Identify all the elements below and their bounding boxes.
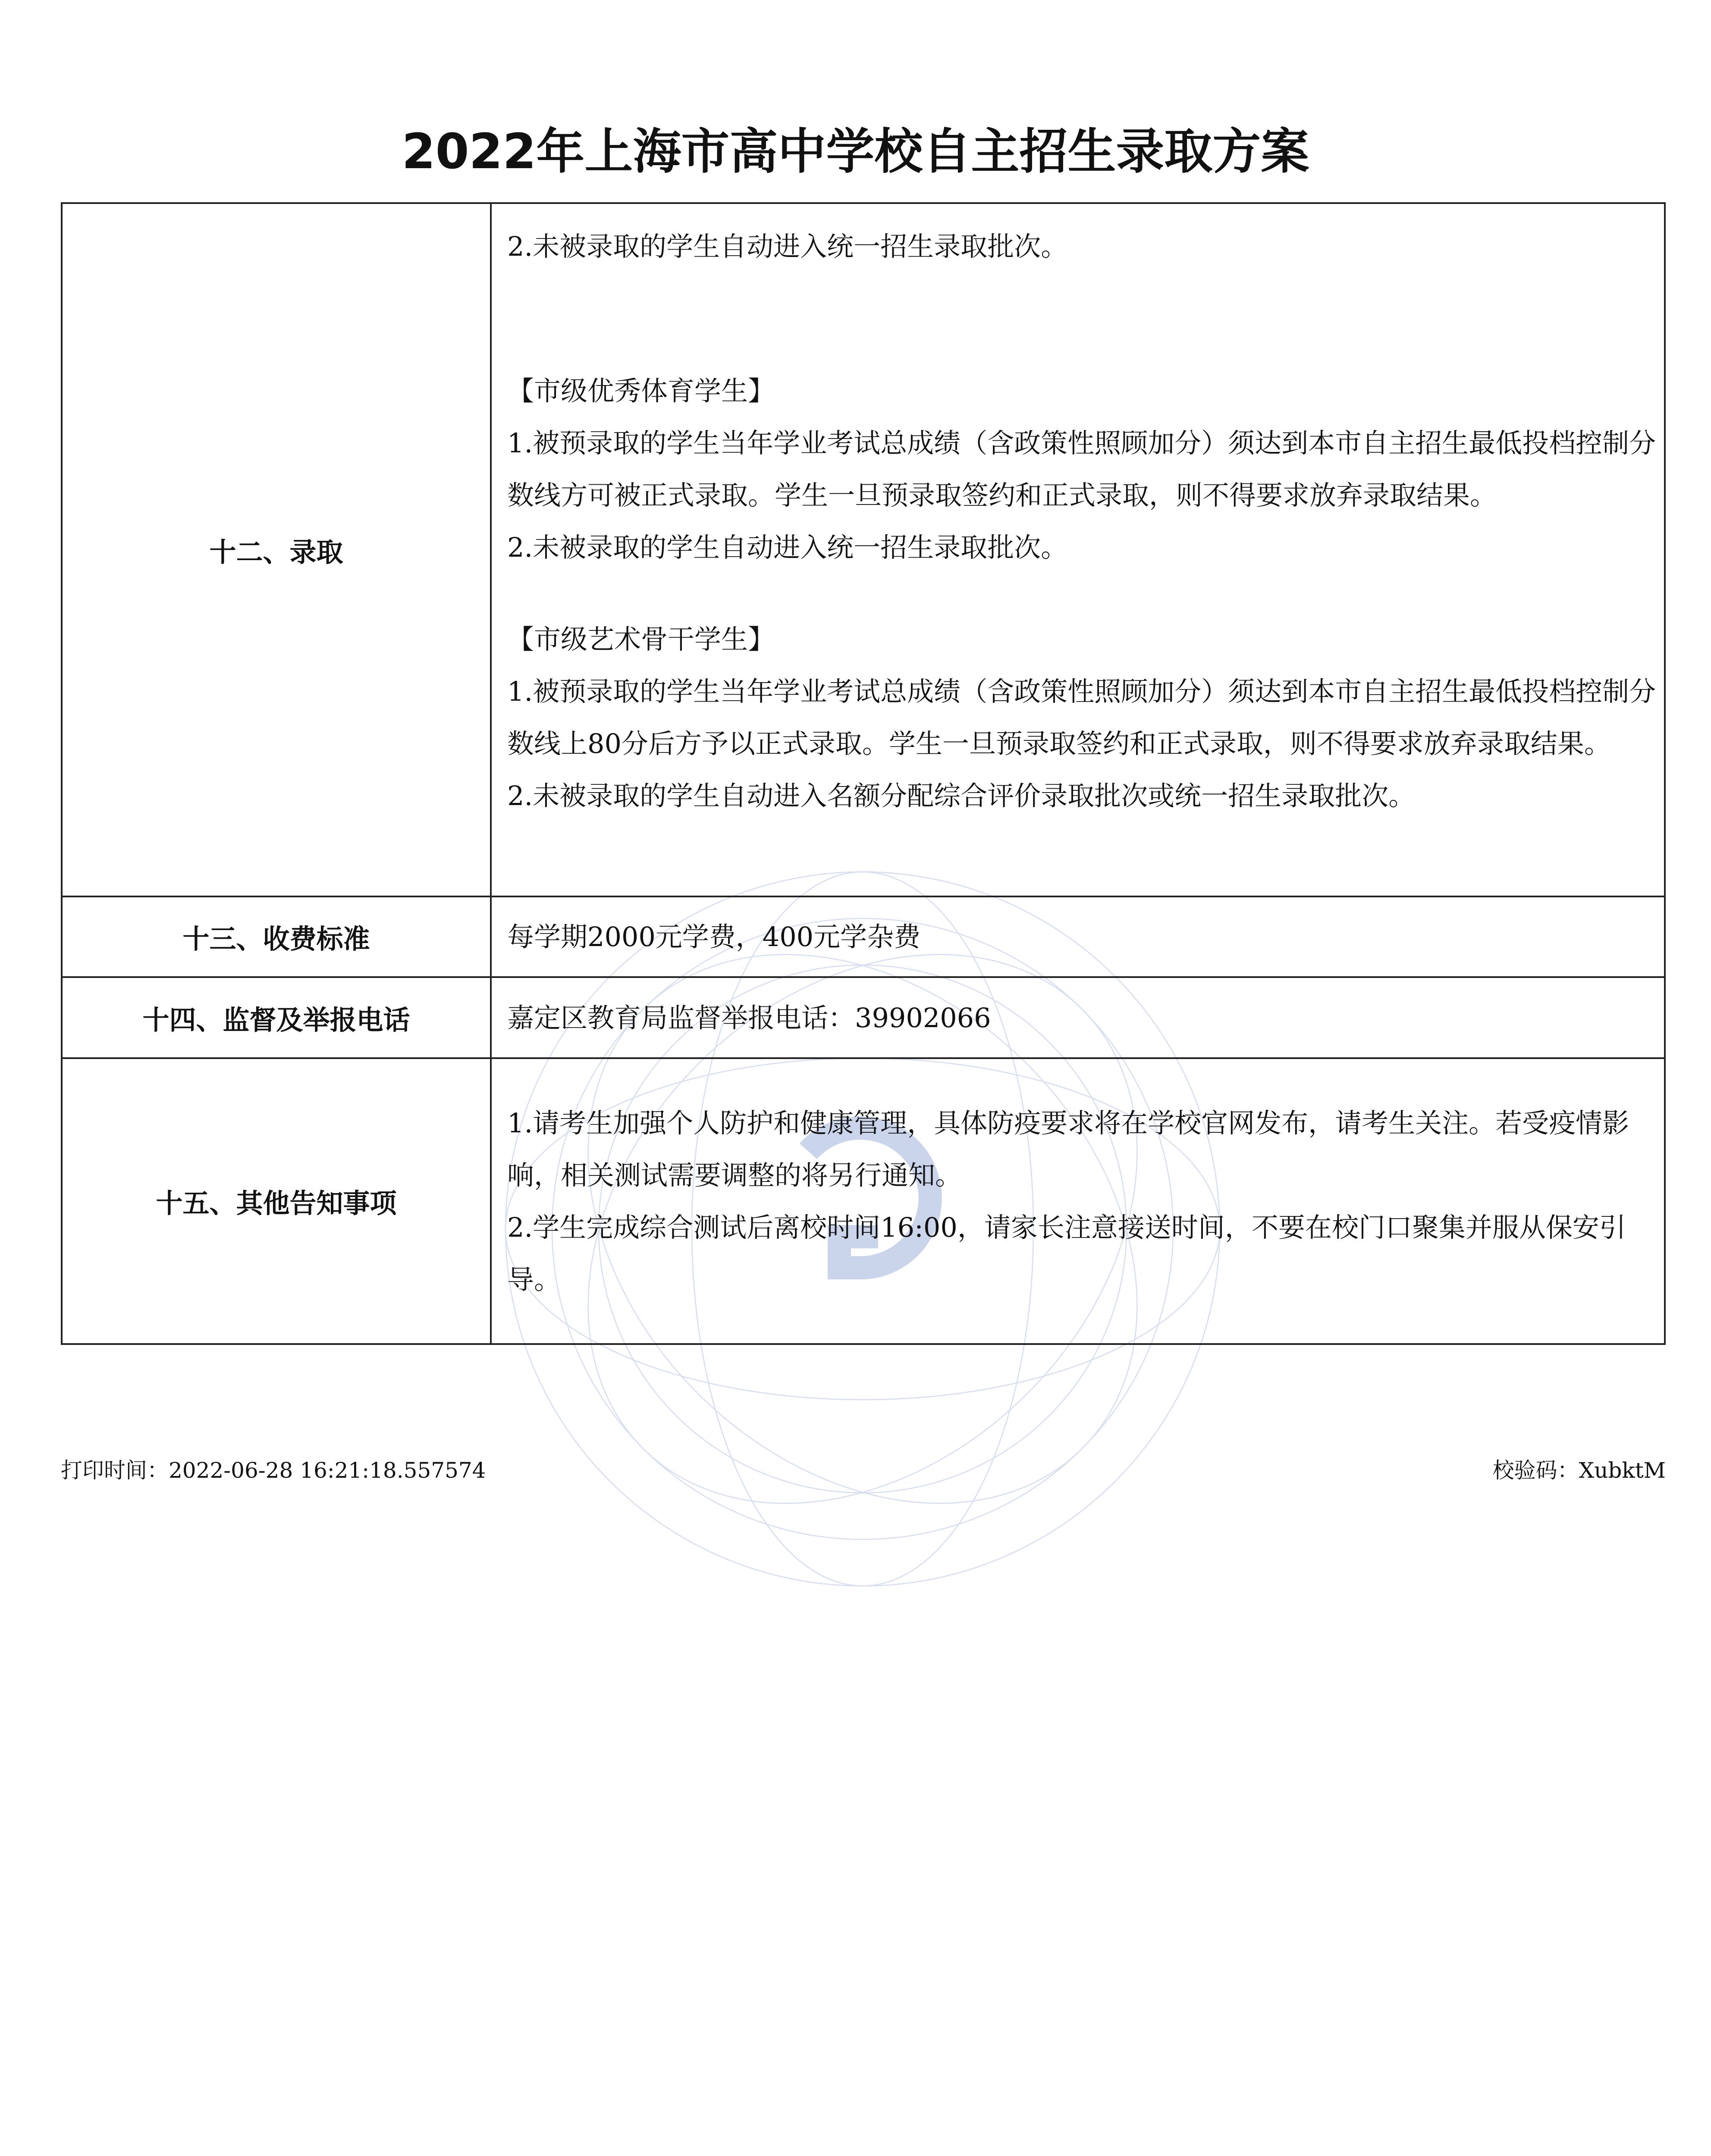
admission-table	[61, 202, 1666, 1345]
table-row	[62, 203, 1665, 896]
paragraph: 2.未被录取的学生自动进入名额分配综合评价录取批次或统一招生录取批次。	[507, 780, 1416, 812]
row-label: 十二、录取	[62, 203, 491, 896]
paragraph: 嘉定区教育局监督举报电话：39902066	[507, 1002, 991, 1034]
paragraph: 2.学生完成综合测试后离校时间16:00，请家长注意接送时间，不要在校门口聚集并服从保安引导。	[507, 1211, 1626, 1295]
row-label: 十三、收费标准	[62, 896, 491, 977]
section-heading: 【市级艺术骨干学生】	[507, 624, 775, 655]
row-label: 十四、监督及举报电话	[62, 977, 491, 1058]
page-title: 2022年上海市高中学校自主招生录取方案	[402, 124, 1309, 180]
section-heading: 【市级优秀体育学生】	[507, 375, 775, 407]
paragraph: 2.未被录取的学生自动进入统一招生录取批次。	[507, 231, 1068, 262]
row-content	[491, 977, 1665, 1058]
check-code: 校验码：XubktM	[1492, 1458, 1666, 1483]
paragraph: 1.被预录取的学生当年学业考试总成绩（含政策性照顾加分）须达到本市自主招生最低投档控制分数线上80分后方予以正式录取。学生一旦预录取签约和正式录取，则不得要求放弃录取结果。	[507, 676, 1656, 759]
row-content	[491, 896, 1665, 977]
row-content	[491, 1058, 1665, 1344]
row-label: 十五、其他告知事项	[62, 1058, 491, 1344]
table-row	[62, 977, 1665, 1058]
paragraph: 1.被预录取的学生当年学业考试总成绩（含政策性照顾加分）须达到本市自主招生最低投档控制分数线方可被正式录取。学生一旦预录取签约和正式录取，则不得要求放弃录取结果。	[507, 427, 1656, 511]
table-row	[62, 1058, 1665, 1344]
table-row	[62, 896, 1665, 977]
paragraph: 每学期2000元学费，400元学杂费	[507, 921, 921, 953]
row-content	[491, 203, 1665, 896]
paragraph: 2.未被录取的学生自动进入统一招生录取批次。	[507, 532, 1068, 563]
paragraph: 1.请考生加强个人防护和健康管理，具体防疫要求将在学校官网发布，请考生关注。若受疫情影响，相关测试需要调整的将另行通知。	[507, 1107, 1629, 1191]
print-time: 打印时间：2022-06-28 16:21:18.557574	[61, 1458, 486, 1483]
